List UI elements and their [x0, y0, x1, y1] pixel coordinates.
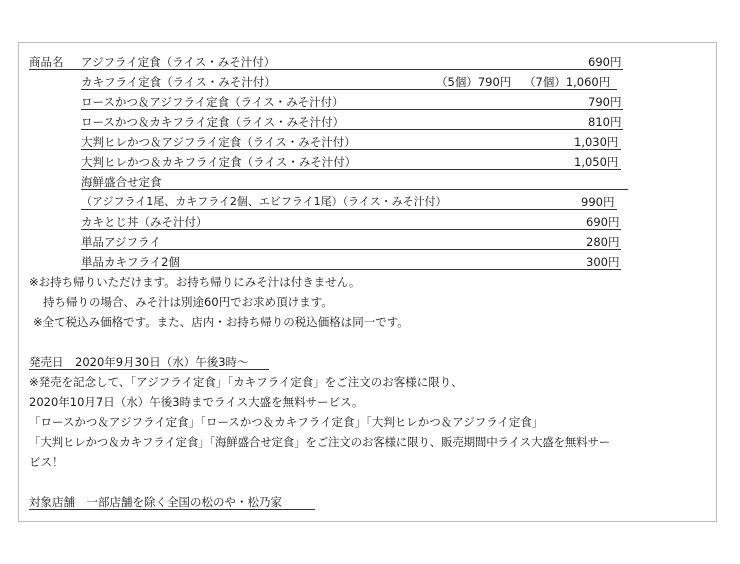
menu-item-price: 990円 [581, 195, 615, 209]
menu-item-name: カキとじ丼（みそ汁付） [81, 215, 208, 229]
menu-item-name: 単品アジフライ [81, 235, 161, 249]
menu-item-price-7: （7個）1,060円 [524, 75, 611, 89]
menu-item-price: 690円 [588, 55, 622, 69]
release-heading-underline [29, 369, 269, 370]
menu-item-name: カキフライ定食（ライス・みそ汁付） [81, 75, 276, 89]
row-underline [81, 109, 623, 110]
row-underline [81, 209, 617, 210]
menu-item-price: 690円 [586, 215, 620, 229]
menu-item-name: ロースかつ＆アジフライ定食（ライス・みそ汁付） [81, 95, 344, 109]
menu-item-name: ロースかつ＆カキフライ定食（ライス・みそ汁付） [81, 115, 345, 129]
row-underline [81, 129, 623, 130]
menu-item-name: アジフライ定食（ライス・みそ汁付） [81, 55, 276, 69]
stores-text: 対象店舗 一部店舗を除く全国の松のや・松乃家 [29, 495, 282, 509]
menu-item-price: 790円 [588, 95, 622, 109]
stores-underline [29, 509, 315, 510]
menu-item-price: 300円 [586, 255, 620, 269]
row-underline [81, 149, 621, 150]
menu-item-name: （アジフライ1尾、カキフライ2個、エビフライ1尾）（ライス・みそ汁付） [81, 195, 447, 208]
menu-item-name: 単品カキフライ2個 [81, 255, 180, 269]
row-underline [81, 269, 621, 270]
row-underline [81, 69, 623, 70]
note-line: 持ち帰りの場合、みそ汁は別途60円でお求め頂けます。 [43, 295, 333, 309]
row-underline [81, 249, 621, 250]
row-underline [81, 229, 621, 230]
release-line: 「大判ヒレかつ＆カキフライ定食」「海鮮盛合せ定食」をご注文のお客様に限り、販売期間中ライス大盛を無料サー [29, 435, 611, 449]
menu-item-price: 1,030円 [574, 135, 619, 149]
note-line: ※お持ち帰りいただけます。お持ち帰りにみそ汁は付きません。 [29, 275, 361, 289]
row-underline [81, 189, 628, 190]
release-heading: 発売日 2020年9月30日（水）午後3時～ [29, 355, 249, 369]
menu-item-price: 1,050円 [574, 155, 619, 169]
menu-item-name: 大判ヒレかつ＆カキフライ定食（ライス・みそ汁付） [81, 155, 357, 169]
release-line: ビス！ [29, 455, 64, 469]
menu-item-name: 大判ヒレかつ＆アジフライ定食（ライス・みそ汁付） [81, 135, 356, 149]
menu-item-price-5: （5個）790円 [436, 75, 512, 89]
note-line: ※全て税込み価格です。また、店内・お持ち帰りの税込価格は同一です。 [33, 315, 409, 329]
menu-item-name: 海鮮盛合せ定食 [81, 175, 162, 189]
menu-label: 商品名 [29, 55, 64, 69]
row-underline [81, 169, 621, 170]
release-line: ※発売を記念して、「アジフライ定食」「カキフライ定食」をご注文のお客様に限り、 [29, 375, 463, 389]
menu-item-price: 280円 [586, 235, 620, 249]
menu-item-price: 810円 [588, 115, 622, 129]
row-underline [81, 89, 617, 90]
release-line: 「ロースかつ＆アジフライ定食」「ロースかつ＆カキフライ定食」「大判ヒレかつ＆アジフライ定食」 [29, 415, 544, 429]
menu-label-underline [29, 69, 81, 70]
release-line: 2020年10月7日（水）午後3時までライス大盛を無料サービス。 [29, 395, 364, 409]
